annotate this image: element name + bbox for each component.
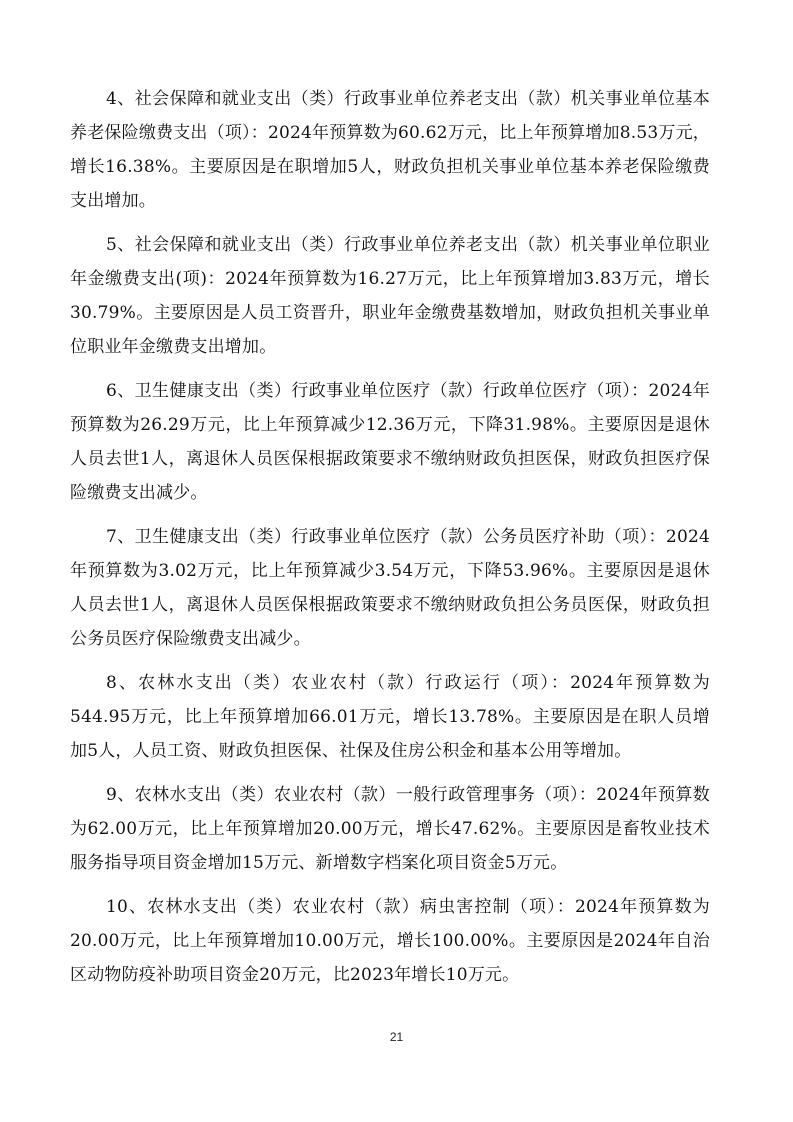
paragraph-item-7: 7、卫生健康支出（类）行政事业单位医疗（款）公务员医疗补助（项）：2024年预算数为3.02万元，比上年预算减少3.54万元，下降53.96%。主要原因是退休人员去世1人，离退休人员医保根据政策要求不缴纳财政负担公务员医保，财政负担公务员医疗保险缴费支出减少。: [70, 527, 710, 649]
paragraph-item-5: 5、社会保障和就业支出（类）行政事业单位养老支出（款）机关事业单位职业年金缴费支出(项)：2024年预算数为16.27万元，比上年预算增加3.83万元，增长30.79%。主要原因是人员工资晋升，职业年金缴费基数增加，财政负担机关事业单位职业年金缴费支出增加。: [70, 235, 710, 357]
paragraph-item-9: 9、农林水支出（类）农业农村（款）一般行政管理事务（项）：2024年预算数为62.00万元，比上年预算增加20.00万元，增长47.62%。主要原因是畜牧业技术服务指导项目资金增加15万元、新增数字档案化项目资金5万元。: [70, 785, 710, 873]
paragraph-item-6: 6、卫生健康支出（类）行政事业单位医疗（款）行政单位医疗（项）：2024年预算数为26.29万元，比上年预算减少12.36万元，下降31.98%。主要原因是退休人员去世1人，离退休人员医保根据政策要求不缴纳财政负担医保，财政负担医疗保险缴费支出减少。: [70, 381, 710, 503]
paragraph-item-4: 4、社会保障和就业支出（类）行政事业单位养老支出（款）机关事业单位基本养老保险缴费支出（项）：2024年预算数为60.62万元，比上年预算增加8.53万元，增长16.38%。主要原因是在职增加5人，财政负担机关事业单位基本养老保险缴费支出增加。: [70, 89, 710, 211]
body-text: [70, 82, 710, 1002]
paragraph-item-8: 8、农林水支出（类）农业农村（款）行政运行（项）：2024年预算数为544.95万元，比上年预算增加66.01万元，增长13.78%。主要原因是在职人员增加5人，人员工资、财政负担医保、社保及住房公积金和基本公用等增加。: [70, 673, 710, 761]
page-number: 21: [389, 1030, 404, 1044]
paragraph-item-10: 10、农林水支出（类）农业农村（款）病虫害控制（项）：2024年预算数为20.00万元，比上年预算增加10.00万元，增长100.00%。主要原因是2024年自治区动物防疫补助项目资金20万元，比2023年增长10万元。: [70, 897, 710, 985]
